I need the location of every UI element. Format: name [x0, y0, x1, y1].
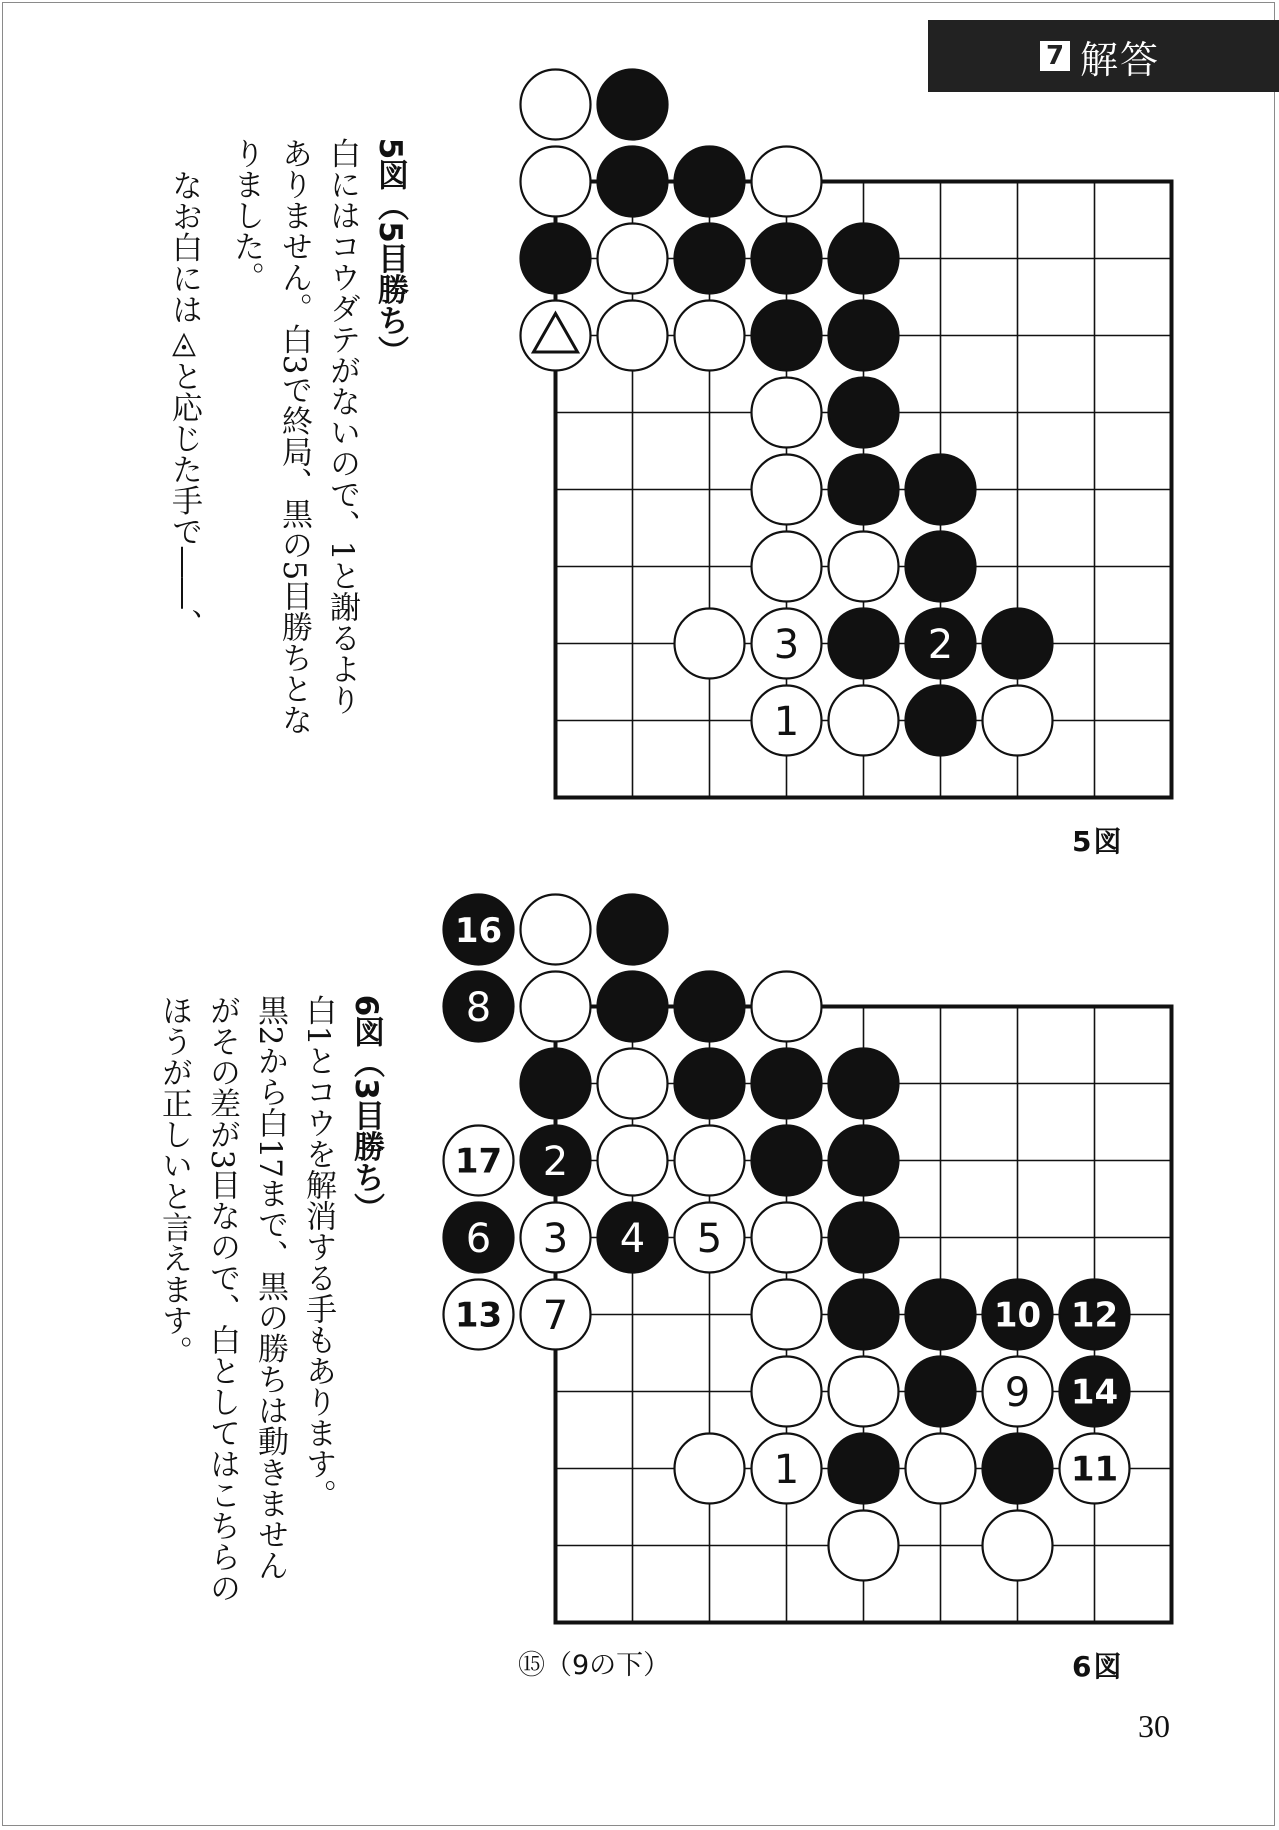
white-stone: [752, 378, 822, 448]
white-stone: [983, 1511, 1053, 1581]
fig6-text: [150, 975, 438, 1603]
black-stone: [752, 301, 822, 371]
white-stone: [752, 147, 822, 217]
white-stone: [752, 1357, 822, 1427]
section-header: [928, 20, 1279, 92]
white-stone: [829, 532, 899, 602]
black-stone: [521, 224, 591, 294]
white-stone: [752, 532, 822, 602]
fig6-body-line-2: 黒2から白17まで、黒の勝ちは動きません: [252, 994, 288, 1581]
black-stone: [906, 532, 976, 602]
white-stone: [752, 455, 822, 525]
white-stone: [906, 1434, 976, 1504]
black-stone: [983, 1280, 1053, 1350]
black-stone: [906, 686, 976, 756]
fig6-body-line-3: がその差が3目なので、白としてはこちらの: [204, 994, 240, 1604]
black-stone: [598, 895, 668, 965]
white-stone: [752, 1203, 822, 1273]
move-number-label: 3: [773, 621, 800, 668]
black-stone: [598, 147, 668, 217]
black-stone: [983, 1434, 1053, 1504]
fig5-extra-text: [160, 150, 256, 640]
fig6-heading: 6図（3目勝ち）: [348, 994, 384, 1224]
fig6-caption: 6図: [1072, 1650, 1124, 1683]
black-stone: [444, 1203, 514, 1273]
white-stone: [829, 686, 899, 756]
black-stone: [829, 1126, 899, 1196]
black-stone: [829, 1049, 899, 1119]
section-number-badge: 7: [1040, 41, 1070, 71]
white-stone: [598, 1049, 668, 1119]
fig5-body-line-1: 白にはコウダテがないので、1と謝るより: [324, 137, 360, 716]
white-stone: [675, 301, 745, 371]
move-number-label: 2: [927, 621, 954, 668]
white-stone: [752, 972, 822, 1042]
black-stone: [906, 1357, 976, 1427]
move-number-label: 14: [1070, 1372, 1119, 1413]
black-stone: [829, 1434, 899, 1504]
move-number-label: 1: [773, 1446, 800, 1493]
white-stone: [521, 301, 591, 371]
fig6-body-line-1: 白1とコウを解消する手もあります。: [300, 994, 336, 1511]
white-stone: [521, 1280, 591, 1350]
fig6-body-line-4: ほうが正しいと言えます。: [156, 994, 192, 1367]
black-stone: [1060, 1280, 1130, 1350]
move-number-label: 2: [542, 1138, 569, 1185]
white-stone: [675, 1203, 745, 1273]
black-stone: [675, 224, 745, 294]
black-stone: [598, 70, 668, 140]
white-stone: [983, 1357, 1053, 1427]
move-number-label: 7: [542, 1292, 569, 1339]
black-stone: [675, 1049, 745, 1119]
move-number-label: 8: [465, 984, 492, 1031]
move-number-label: 5: [696, 1215, 723, 1262]
white-stone: [521, 147, 591, 217]
black-stone: [829, 455, 899, 525]
move-number-label: 13: [454, 1295, 503, 1336]
black-stone: [444, 972, 514, 1042]
white-stone: [598, 1126, 668, 1196]
white-stone: [752, 1434, 822, 1504]
move-number-label: 17: [454, 1141, 503, 1182]
black-stone: [829, 224, 899, 294]
fig5-extra-line: なお白には◬と応じた手で――、: [166, 169, 202, 640]
black-stone: [829, 1280, 899, 1350]
black-stone: [906, 1280, 976, 1350]
white-stone: [444, 1280, 514, 1350]
white-stone: [675, 1126, 745, 1196]
black-stone: [1060, 1357, 1130, 1427]
white-stone: [521, 895, 591, 965]
move-number-label: 4: [619, 1215, 646, 1262]
black-stone: [829, 609, 899, 679]
black-stone: [521, 1126, 591, 1196]
white-stone: [521, 70, 591, 140]
black-stone: [752, 1049, 822, 1119]
white-stone: [752, 686, 822, 756]
fig5-text: [222, 118, 462, 735]
black-stone: [906, 455, 976, 525]
move-number-label: 16: [454, 910, 503, 951]
white-stone: [752, 1280, 822, 1350]
white-stone: [829, 1511, 899, 1581]
black-stone: [675, 147, 745, 217]
black-stone: [829, 301, 899, 371]
white-stone: [675, 1434, 745, 1504]
fig5-body-line-3: りました。: [228, 137, 264, 293]
move-number-label: 11: [1070, 1449, 1119, 1490]
black-stone: [675, 972, 745, 1042]
move-number-label: 10: [993, 1295, 1042, 1336]
move-number-label: 12: [1070, 1295, 1119, 1336]
black-stone: [752, 1126, 822, 1196]
white-stone: [983, 686, 1053, 756]
black-stone: [829, 1203, 899, 1273]
white-stone: [521, 972, 591, 1042]
white-stone: [444, 1126, 514, 1196]
white-stone: [1060, 1434, 1130, 1504]
fig5-caption: 5図: [1072, 825, 1124, 858]
white-stone: [829, 1357, 899, 1427]
fig6-note: ⑮（9の下）: [518, 1650, 671, 1681]
black-stone: [444, 895, 514, 965]
black-stone: [598, 1203, 668, 1273]
black-stone: [829, 378, 899, 448]
move-number-label: 6: [465, 1215, 492, 1262]
black-stone: [983, 609, 1053, 679]
black-stone: [906, 609, 976, 679]
go-board-figure-5: [500, 110, 1150, 810]
white-stone: [752, 609, 822, 679]
white-stone: [598, 301, 668, 371]
white-stone: [521, 1203, 591, 1273]
white-stone: [598, 224, 668, 294]
go-board-figure-6: [454, 910, 1150, 1635]
fig5-body-line-2: ありません。白3で終局、黒の5目勝ちとな: [276, 137, 312, 736]
black-stone: [521, 1049, 591, 1119]
white-stone: [675, 609, 745, 679]
black-stone: [752, 224, 822, 294]
section-title: 解答: [1080, 37, 1161, 82]
fig5-heading: 5図（5目勝ち）: [372, 137, 408, 367]
move-number-label: 1: [773, 698, 800, 745]
move-number-label: 3: [542, 1215, 569, 1262]
black-stone: [598, 972, 668, 1042]
move-number-label: 9: [1004, 1369, 1031, 1416]
page-number: 30: [1138, 1708, 1170, 1744]
